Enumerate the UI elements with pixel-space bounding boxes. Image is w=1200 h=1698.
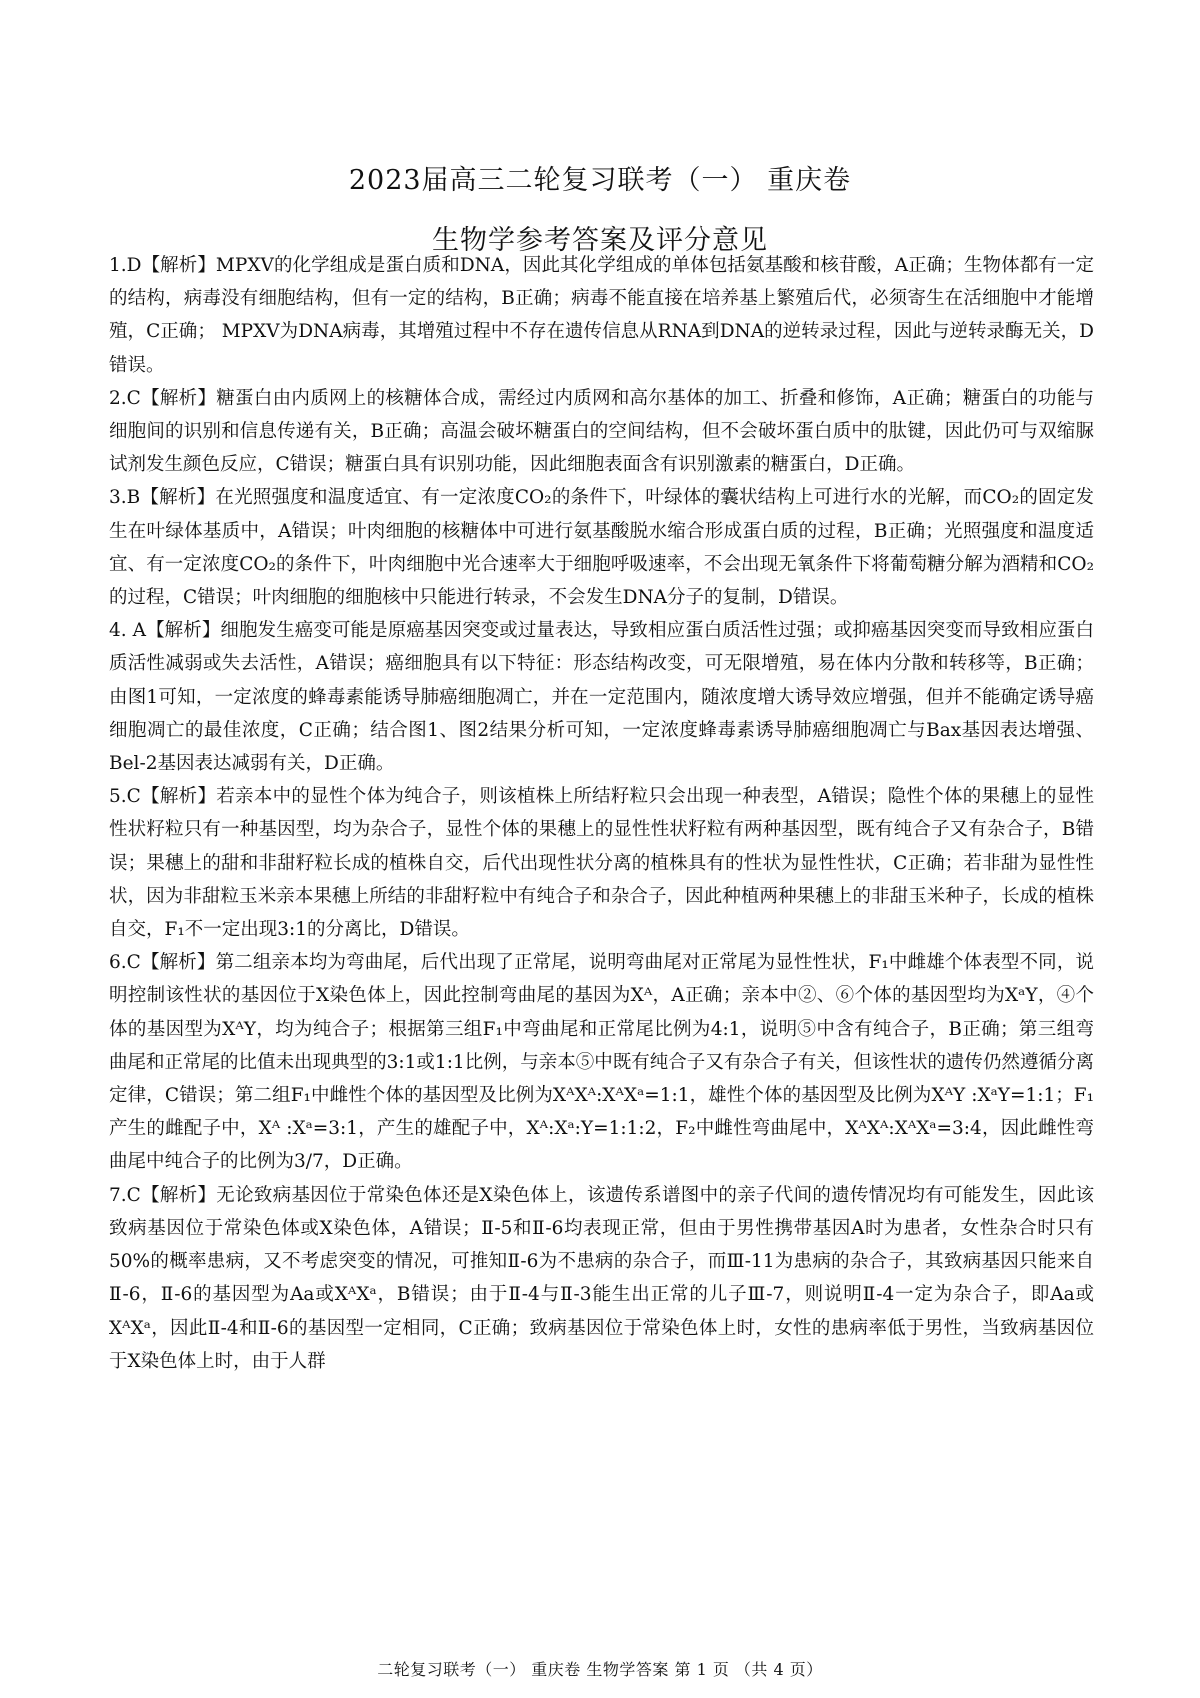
answer-item-6: 6.C【解析】第二组亲本均为弯曲尾，后代出现了正常尾，说明弯曲尾对正常尾为显性性状，F₁中雌雄个体表型不同，说明控制该性状的基因位于X染色体上，因此控制弯曲尾的基因为Xᴬ，A正确；亲本中②、⑥个体的基因型均为XᵃY，④个体的基因型为XᴬY，均为纯合子；根据第三组F₁中弯曲尾和正常尾比例为4:1，说明⑤中含有纯合子，B正确；第三组弯曲尾和正常尾的比值未出现典型的3:1或1:1比例，与亲本⑤中既有纯合子又有杂合子有关，但该性状的遗传仍然遵循分离定律，C错误；第二组F₁中雌性个体的基因型及比例为XᴬXᴬ:XᴬXᵃ=1:1，雄性个体的基因型及比例为XᴬY :XᵃY=1:1；F₁产生的雌配子中，Xᴬ :Xᵃ=3:1，产生的雄配子中，Xᴬ:Xᵃ:Y=1:1:2，F₂中雌性弯曲尾中，XᴬXᴬ:XᴬXᵃ=3:4，因此雌性弯曲尾中纯合子的比例为3/7，D正确。 — [109, 952, 1094, 1173]
page-subtitle: 生物学参考答案及评分意见 — [432, 225, 768, 256]
answer-item-5: 5.C【解析】若亲本中的显性个体为纯合子，则该植株上所结籽粒只会出现一种表型，A错误；隐性个体的果穗上的显性性状籽粒只有一种基因型，均为杂合子，显性个体的果穗上的显性性状籽粒有两种基因型，既有纯合子又有杂合子，B错误；果穗上的甜和非甜籽粒长成的植株自交，后代出现性状分离的植株具有的性状为显性性状，C正确；若非甜为显性性状，因为非甜粒玉米亲本果穗上所结的非甜籽粒中有纯合子和杂合子，因此种植两种果穗上的非甜玉米种子，长成的植株自交，F₁不一定出现3:1的分离比，D错误。 — [109, 786, 1094, 941]
answer-item-1: 1.D【解析】MPXV的化学组成是蛋白质和DNA，因此其化学组成的单体包括氨基酸和核苷酸，A正确；生物体都有一定的结构，病毒没有细胞结构，但有一定的结构，B正确；病毒不能直接在培养基上繁殖后代，必须寄生在活细胞中才能增殖，C正确； MPXV为DNA病毒，其增殖过程中不存在遗传信息从RNA到DNA的逆转录过程，因此与逆转录酶无关，D错误。 — [109, 255, 1094, 376]
page-footer: 二轮复习联考（一） 重庆卷 生物学答案 第 1 页 （共 4 页） — [377, 1660, 823, 1679]
answer-item-3: 3.B【解析】在光照强度和温度适宜、有一定浓度CO₂的条件下，叶绿体的囊状结构上可进行水的光解，而CO₂的固定发生在叶绿体基质中，A错误；叶肉细胞的核糖体中可进行氨基酸脱水缩合形成蛋白质的过程，B正确；光照强度和温度适宜、有一定浓度CO₂的条件下，叶肉细胞中光合速率大于细胞呼吸速率，不会出现无氧条件下将葡萄糖分解为酒精和CO₂的过程，C错误；叶肉细胞的细胞核中只能进行转录，不会发生DNA分子的复制，D错误。 — [109, 487, 1094, 609]
answer-item-4: 4. A【解析】细胞发生癌变可能是原癌基因突变或过量表达，导致相应蛋白质活性过强；或抑癌基因突变而导致相应蛋白质活性减弱或失去活性，A错误；癌细胞具有以下特征：形态结构改变，可无限增殖，易在体内分散和转移等，B正确；由图1可知，一定浓度的蜂毒素能诱导肺癌细胞凋亡，并在一定范围内，随浓度增大诱导效应增强，但并不能确定诱导癌细胞凋亡的最佳浓度，C正确；结合图1、图2结果分析可知，一定浓度蜂毒素诱导肺癌细胞凋亡与Bax基因表达增强、Bel-2基因表达减弱有关，D正确。 — [109, 620, 1094, 775]
answer-item-2: 2.C【解析】糖蛋白由内质网上的核糖体合成，需经过内质网和高尔基体的加工、折叠和修饰，A正确；糖蛋白的功能与细胞间的识别和信息传递有关，B正确；高温会破坏糖蛋白的空间结构，但不会破坏蛋白质中的肽键，因此仍可与双缩脲试剂发生颜色反应，C错误；糖蛋白具有识别功能，因此细胞表面含有识别激素的糖蛋白，D正确。 — [109, 387, 1094, 476]
answer-list — [109, 249, 1094, 1378]
page-title: 2023届高三二轮复习联考（一） 重庆卷 — [348, 165, 852, 196]
answer-item-7: 7.C【解析】无论致病基因位于常染色体还是X染色体上，该遗传系谱图中的亲子代间的遗传情况均有可能发生，因此该致病基因位于常染色体或X染色体，A错误；Ⅱ-5和Ⅱ-6均表现正常，但由于男性携带基因A时为患者，女性杂合时只有50%的概率患病，又不考虑突变的情况，可推知Ⅱ-6为不患病的杂合子，而Ⅲ-11为患病的杂合子，其致病基因只能来自Ⅱ-6，Ⅱ-6的基因型为Aa或XᴬXᵃ，B错误；由于Ⅱ-4与Ⅱ-3能生出正常的儿子Ⅲ-7，则说明Ⅱ-4一定为杂合子，即Aa或XᴬXᵃ，因此Ⅱ-4和Ⅱ-6的基因型一定相同，C正确；致病基因位于常染色体上时，女性的患病率低于男性，当致病基因位于X染色体上时，由于人群 — [109, 1184, 1094, 1372]
